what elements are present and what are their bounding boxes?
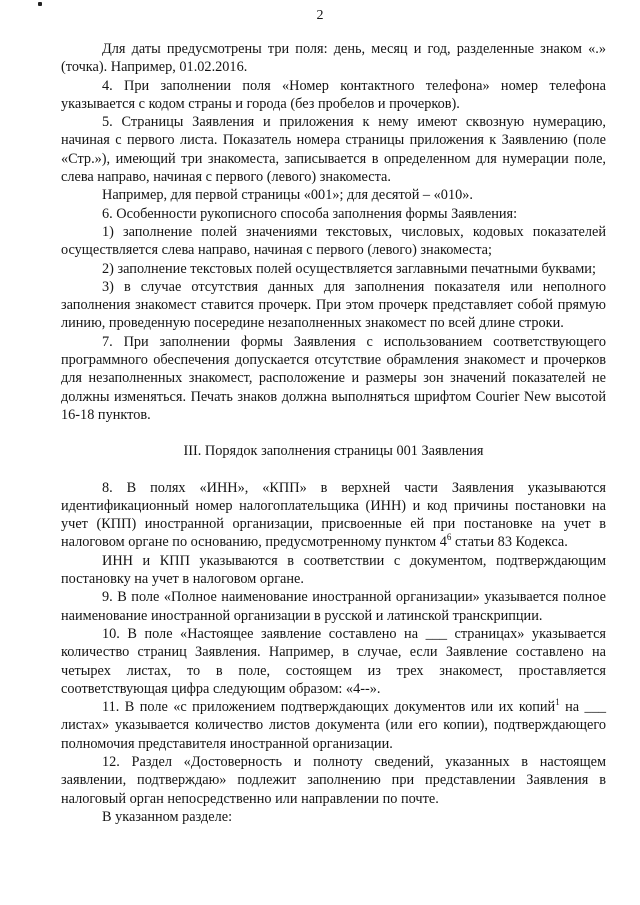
paragraph-in-section: В указанном разделе: <box>102 808 233 825</box>
paragraph-11-text: 11. В поле «с приложением подтверждающих документов или их копий <box>102 699 556 716</box>
section-heading: III. Порядок заполнения страницы 001 Заявления <box>183 443 484 460</box>
paragraph-12-authenticity: 12. Раздел «Достоверность и полноту сведений, указанных в настоящем заявлении, подтверждаю» подлежит заполнению при представлении Заявления в налоговый орган непосредственно или направлении по почте. <box>61 753 606 807</box>
footnote-superscript: 6 <box>446 532 452 543</box>
paragraph-inn-kpp-document: ИНН и КПП указываются в соответствии с документом, подтверждающим постановку на учет в налоговом органе. <box>61 552 606 588</box>
document-body <box>61 40 606 826</box>
paragraph-11-tail: на ___ листах» указывается количество листов документа (или его копии), подтверждающего полномочия представителя иностранной организации. <box>61 699 607 752</box>
page-number: 2 <box>316 8 324 23</box>
paragraph-10-page-count: 10. В поле «Настоящее заявление составлено на ___ страницах» указывается количество страниц Заявления. Например, в случае, если Заявление составлено на четырех листах, то в поле, состоящем из трех знакомест, проставляется соответствующая цифра следующим образом: «4--». <box>61 625 606 697</box>
footnote-superscript: 1 <box>555 697 560 708</box>
scan-artifact <box>38 2 42 6</box>
paragraph-date-fields: Для даты предусмотрены три поля: день, месяц и год, разделенные знаком «.» (точка). Например, 01.02.2016. <box>61 41 606 76</box>
list-item-6-1: 1) заполнение полей значениями текстовых, числовых, кодовых показателей осуществляется слева направо, начиная с первого (левого) знакоместа; <box>61 223 606 259</box>
paragraph-8-text: 8. В полях «ИНН», «КПП» в верхней части Заявления указываются идентификационный номер налогоплательщика (ИНН) и код причины постановки на учет (КПП) иностранной организации, присвоенные ей при постановке на учет в налоговом органе по основанию, предусмотренному пунктом 4 <box>61 479 606 551</box>
paragraph-5-example: Например, для первой страницы «001»; для десятой – «010». <box>102 187 473 204</box>
paragraph-8-inn-kpp <box>61 479 606 552</box>
paragraph-6-handwritten: 6. Особенности рукописного способа заполнения формы Заявления: <box>102 205 518 222</box>
paragraph-5-page-numbering: 5. Страницы Заявления и приложения к нему имеют сквозную нумерацию, начиная с первого листа. Показатель номера страницы приложения к Заявлению (поле «Стр.»), имеющий три знакоместа, записывается в определенном для нумерации поле, слева направо, начиная с первого (левого) знакоместа. <box>61 114 606 186</box>
paragraph-9-name: 9. В поле «Полное наименование иностранной организации» указывается полное наименование иностранной организации в русской и латинской транскрипции. <box>61 589 606 624</box>
list-item-6-2: 2) заполнение текстовых полей осуществляется заглавными печатными буквами; <box>102 260 596 277</box>
paragraph-11-attachments <box>61 698 606 753</box>
paragraph-4-phone: 4. При заполнении поля «Номер контактного телефона» номер телефона указывается с кодом страны и города (без пробелов и прочерков). <box>61 77 606 112</box>
paragraph-7-software: 7. При заполнении формы Заявления с использованием соответствующего программного обеспечения допускается отсутствие обрамления знакомест и прочерков для незаполненных знакомест, расположение и размеры зон значений показателей не должны изменяться. Печать знаков должна выполняться шрифтом Courier New высотой 16-18 пунктов. <box>61 333 606 423</box>
paragraph-8-tail: статьи 83 Кодекса. <box>451 534 568 551</box>
list-item-6-3: 3) в случае отсутствия данных для заполнения показателя или неполного заполнения знакомест ставится прочерк. При этом прочерк представляет собой прямую линию, проведенную посередине незаполненных знакомест по всей длине строки. <box>61 278 606 332</box>
